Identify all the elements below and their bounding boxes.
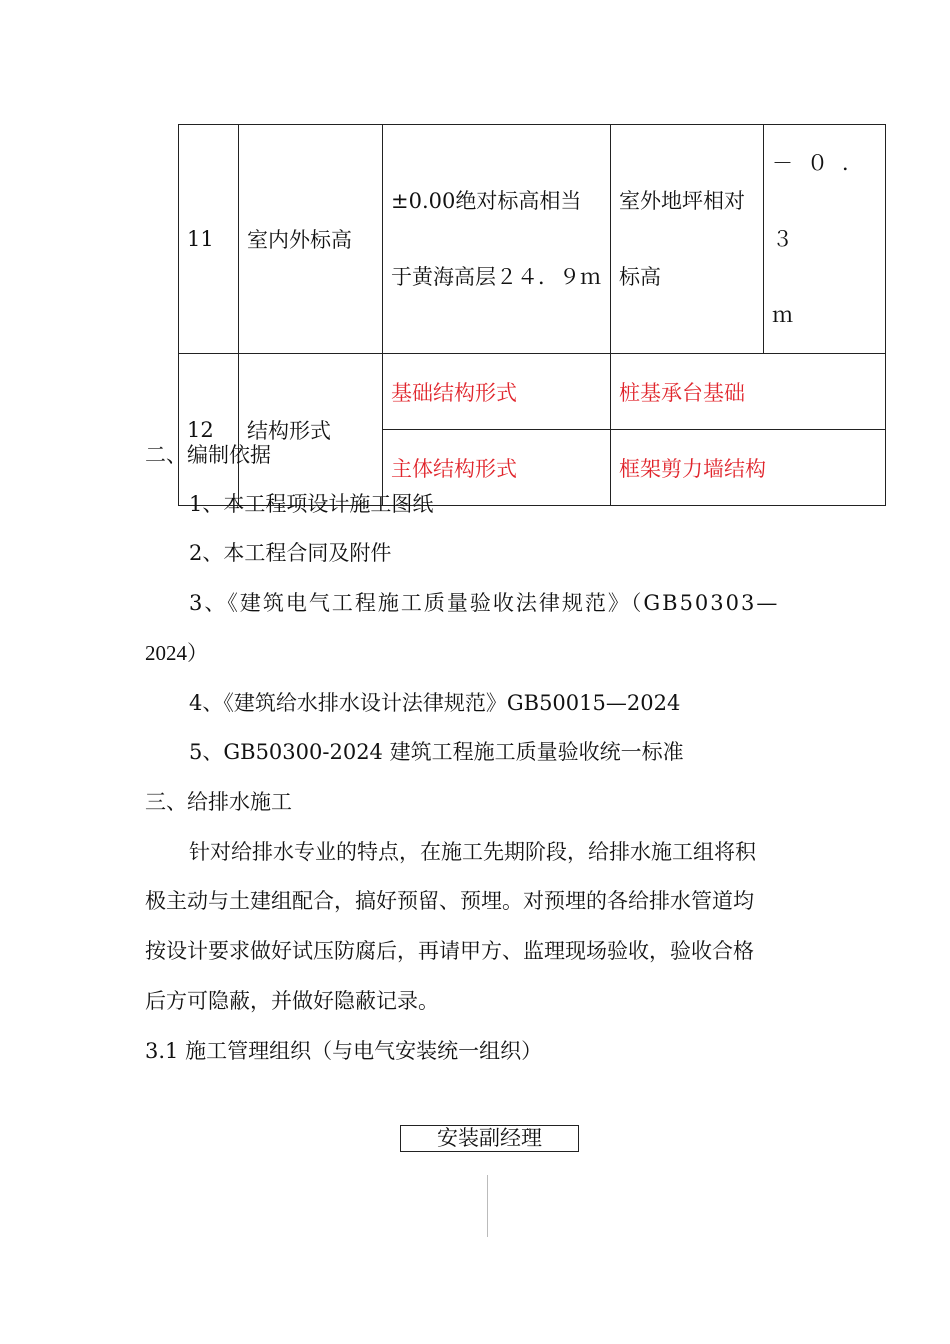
section-water-title: 三、给排水施工 [145, 790, 292, 814]
org-chart-connector [487, 1175, 488, 1237]
outdoor-elevation-label: 室外地坪相对 标高 [611, 125, 764, 354]
water-paragraph-line: 极主动与土建组配合，搞好预留、预埋。对预埋的各给排水管道均 [145, 889, 754, 913]
row-label: 结构形式 [239, 354, 383, 506]
row-number: 12 [179, 354, 239, 506]
row-number: 11 [179, 125, 239, 354]
basis-item-3-cont: 2024） [145, 641, 208, 665]
elevation-cell: ±0.00绝对标高相当 于黄海高层２４．９ｍ [383, 125, 611, 354]
basis-item-4: 4、《建筑给水排水设计法律规范》GB50015—2024 [189, 691, 681, 715]
main-structure-value: 框架剪力墙结构 [611, 430, 886, 506]
water-paragraph-line: 按设计要求做好试压防腐后，再请甲方、监理现场验收，验收合格 [145, 939, 754, 963]
basis-item-2: 2、本工程合同及附件 [189, 541, 392, 565]
project-info-table [178, 124, 886, 506]
basis-item-5: 5、GB50300-2024 建筑工程施工质量验收统一标准 [189, 740, 684, 764]
water-paragraph-line: 后方可隐蔽，并做好隐蔽记录。 [145, 989, 439, 1013]
foundation-structure-value: 桩基承台基础 [611, 354, 886, 430]
org-chart-top-box: 安装副经理 [400, 1125, 579, 1152]
outdoor-elevation-value: －０．３ ｍ [764, 125, 886, 354]
water-paragraph-line: 针对给排水专业的特点，在施工先期阶段，给排水施工组将积 [189, 840, 756, 864]
basis-item-1: 1、本工程项设计施工图纸 [189, 492, 434, 516]
subsection-3-1-title: 3.1 施工管理组织（与电气安装统一组织） [145, 1039, 543, 1063]
foundation-structure-label: 基础结构形式 [383, 354, 611, 430]
row-label: 室内外标高 [239, 125, 383, 354]
basis-item-3: 3、《建筑电气工程施工质量验收法律规范》（GB50303— [189, 591, 780, 615]
section-basis-title: 二、编制依据 [145, 443, 271, 467]
main-structure-label: 主体结构形式 [383, 430, 611, 506]
